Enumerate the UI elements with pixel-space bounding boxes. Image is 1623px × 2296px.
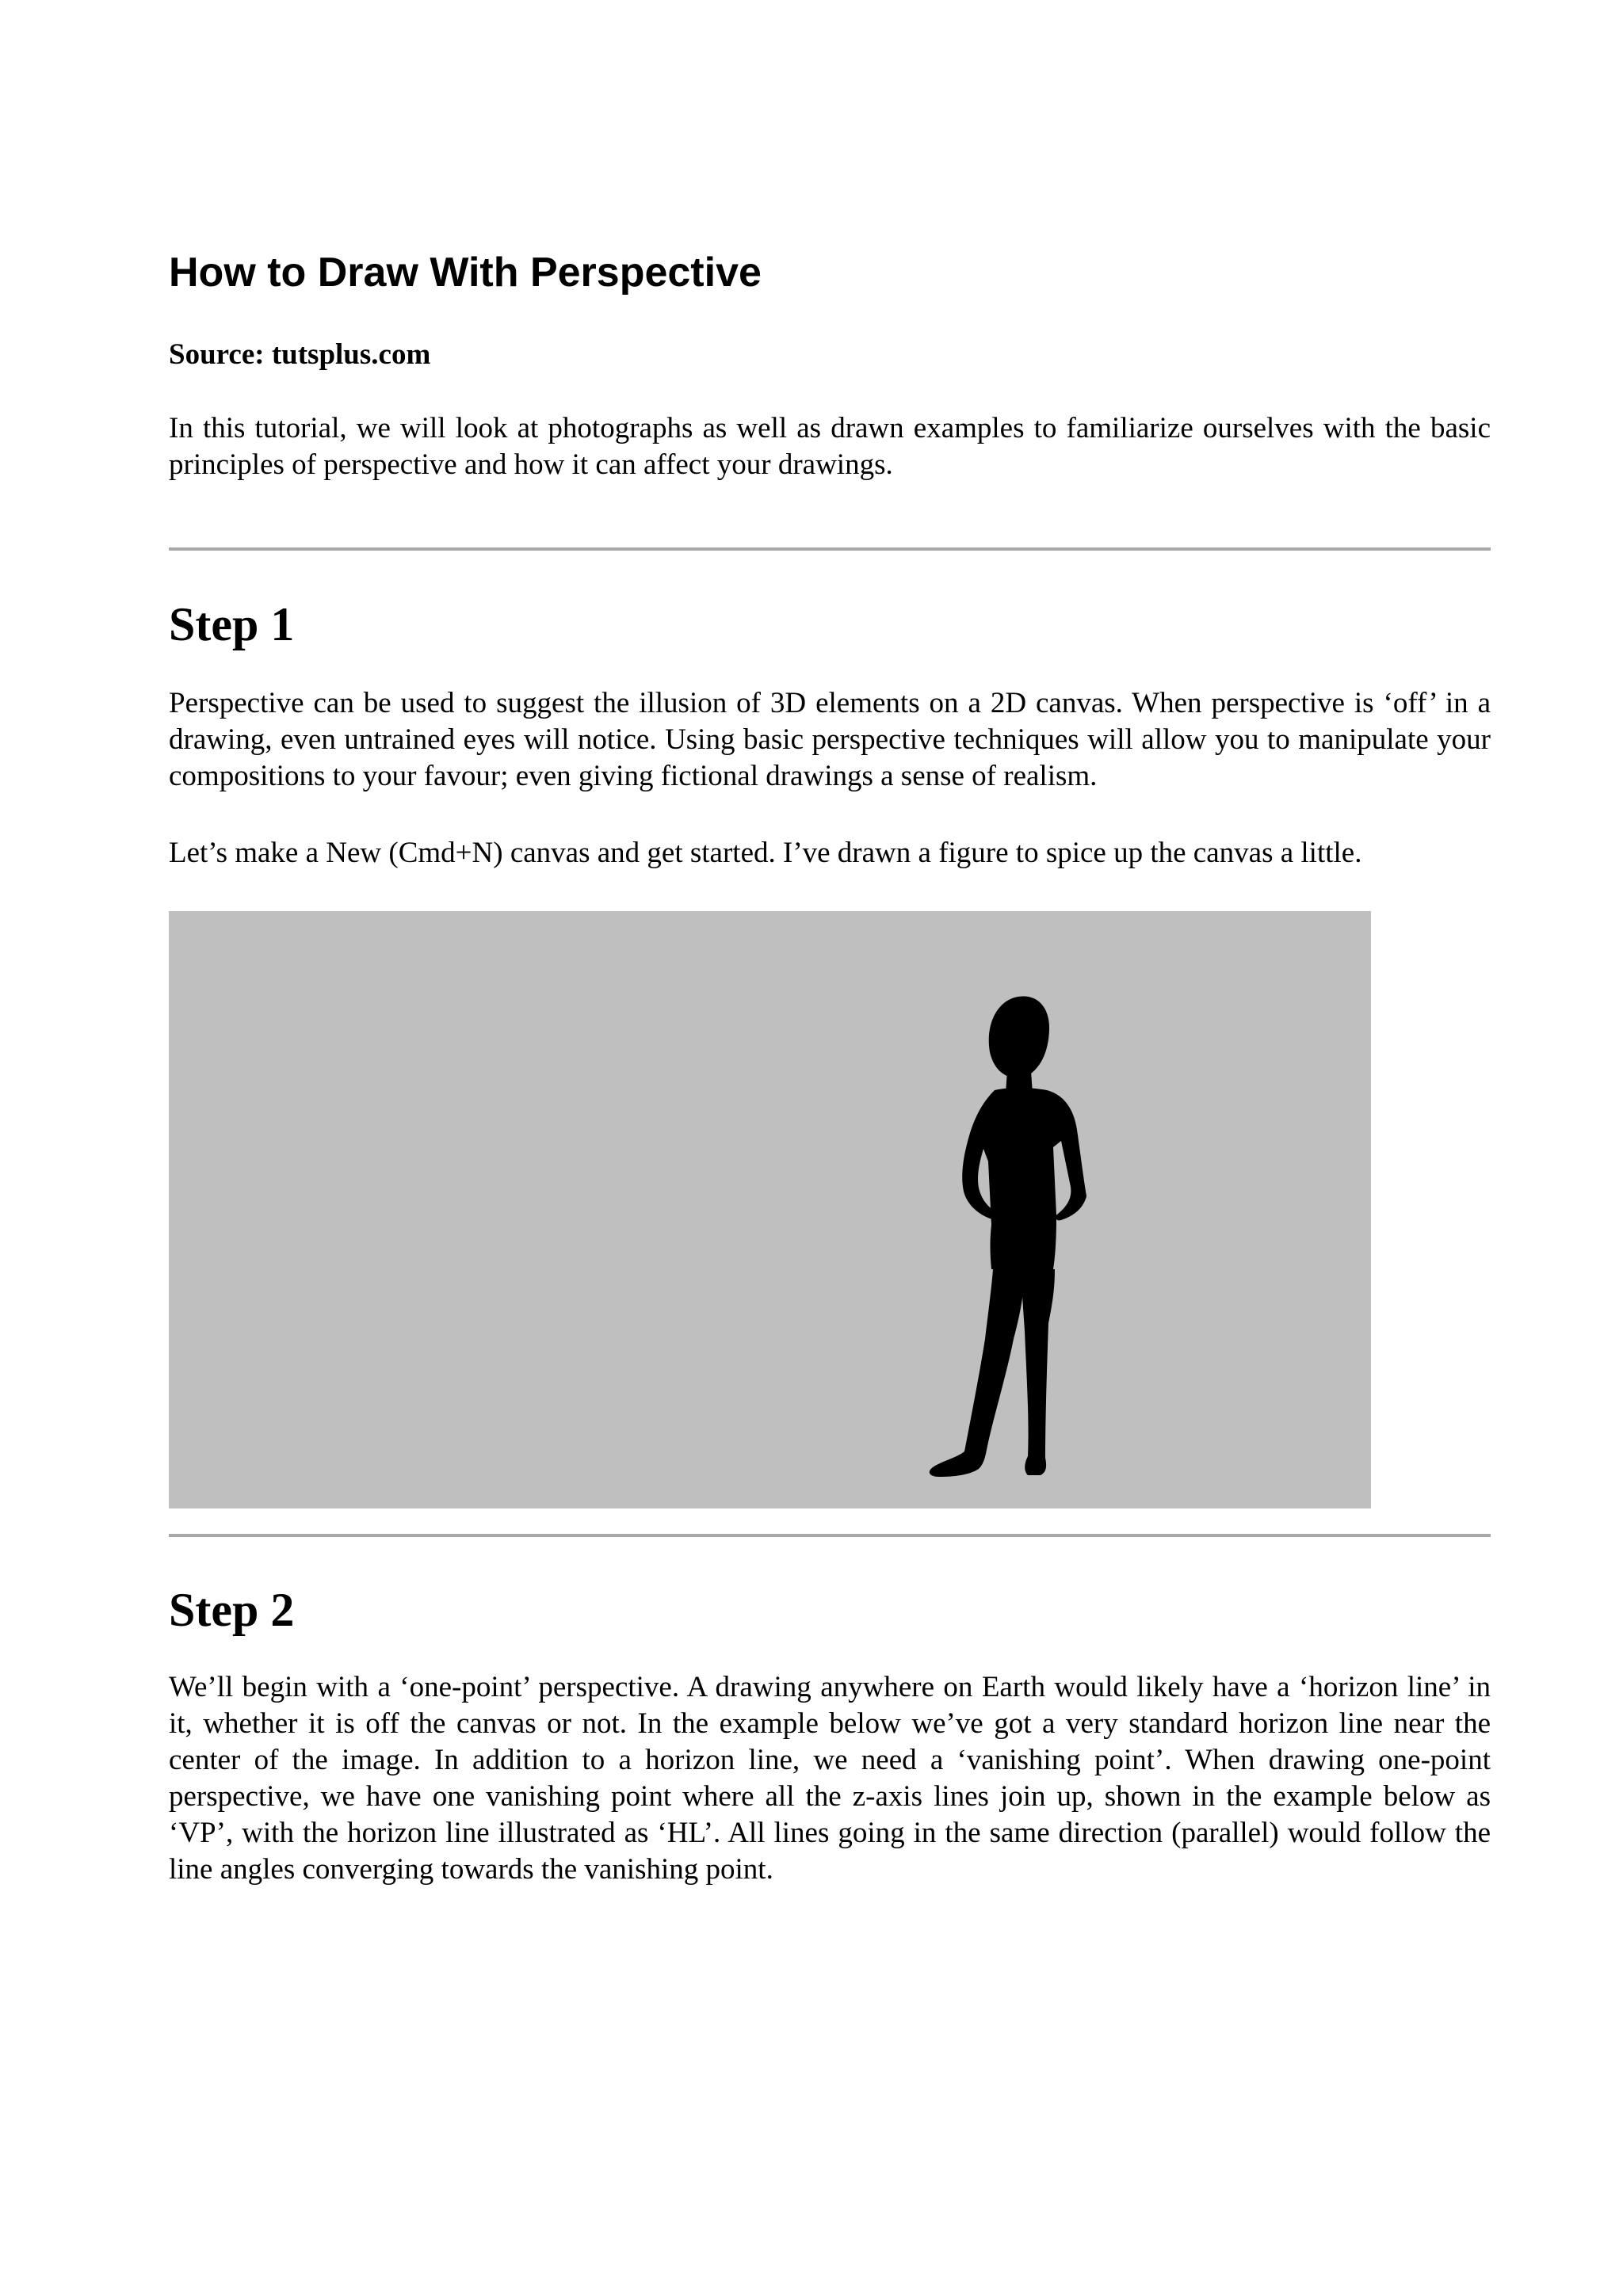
silhouette-torso-arms (962, 1088, 1086, 1269)
source-line: Source: tutsplus.com (169, 338, 431, 371)
intro-paragraph: In this tutorial, we will look at photographs as well as drawn examples to familiarize ourselves with the basic principles of perspective and how it can affect your drawings. (169, 412, 1491, 481)
silhouette-right-leg (1022, 1269, 1055, 1475)
figure-silhouette-drawing (169, 911, 1371, 1508)
document-title: How to Draw With Perspective (169, 250, 762, 296)
canvas-figure-image (169, 911, 1371, 1508)
step-1-heading: Step 1 (169, 598, 295, 650)
step-1-paragraph-2: Let’s make a New (Cmd+N) canvas and get started. I’ve drawn a figure to spice up the canvas a little. (169, 837, 1362, 869)
section-divider (169, 1534, 1491, 1537)
section-divider (169, 547, 1491, 551)
step-1-paragraph-1: Perspective can be used to suggest the illusion of 3D elements on a 2D canvas. When perspective is ‘off’ in a drawing, even untrained eyes will notice. Using basic perspective techniques will allow you to manipulate your compositions to your favour; even giving fictional drawings a sense of realism. (169, 687, 1491, 792)
step-2-heading: Step 2 (169, 1584, 295, 1636)
silhouette-figure (930, 996, 1086, 1477)
silhouette-head (989, 996, 1049, 1077)
step-2-paragraph-1: We’ll begin with a ‘one-point’ perspective. A drawing anywhere on Earth would likely have a ‘horizon line’ in it, whether it is off the canvas or not. In the example below we’ve got a very standard horizon line near the center of the image. In addition to a horizon line, we need a ‘vanishing point’. When drawing one-point perspective, we have one vanishing point where all the z-axis lines join up, shown in the example below as ‘VP’, with the horizon line illustrated as ‘HL’. All lines going in the same direction (parallel) would follow the line angles converging towards the vanishing point. (169, 1671, 1491, 1886)
silhouette-left-leg (930, 1269, 1025, 1477)
